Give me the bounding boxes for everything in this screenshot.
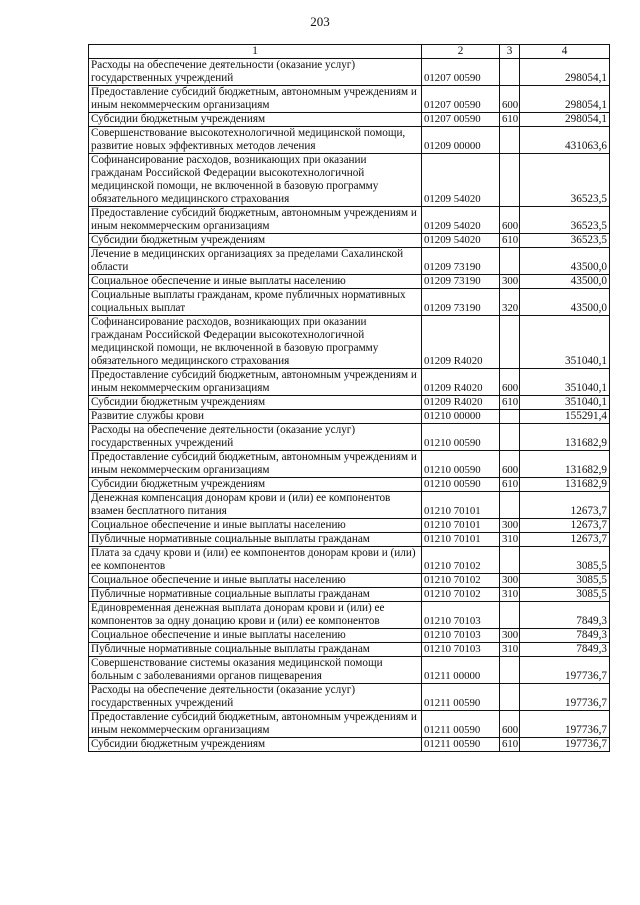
cell-sum: 131682,9 (520, 478, 610, 492)
cell-name: Социальные выплаты гражданам, кроме публичных нормативных социальных выплат (89, 289, 422, 316)
cell-code: 01207 00590 (422, 113, 500, 127)
cell-code: 01210 70103 (422, 629, 500, 643)
cell-type: 610 (500, 478, 520, 492)
cell-type: 600 (500, 369, 520, 396)
table-row (89, 451, 610, 478)
cell-name: Предоставление субсидий бюджетным, автономным учреждениям и иным некоммерческим организациям (89, 369, 422, 396)
cell-type: 320 (500, 289, 520, 316)
cell-sum: 12673,7 (520, 533, 610, 547)
cell-type: 300 (500, 574, 520, 588)
cell-code: 01209 54020 (422, 234, 500, 248)
cell-code: 01209 73190 (422, 248, 500, 275)
cell-sum: 298054,1 (520, 59, 610, 86)
cell-type (500, 492, 520, 519)
cell-name: Субсидии бюджетным учреждениям (89, 234, 422, 248)
cell-type: 310 (500, 533, 520, 547)
cell-type (500, 410, 520, 424)
table-row (89, 369, 610, 396)
cell-code: 01210 00590 (422, 451, 500, 478)
cell-sum: 197736,7 (520, 684, 610, 711)
cell-name: Софинансирование расходов, возникающих при оказании гражданам Российской Федерации высокотехнологичной медицинской помощи, не включенной в базовую программу обязательного медицинского страхования (89, 154, 422, 207)
cell-code: 01211 00590 (422, 711, 500, 738)
cell-sum: 155291,4 (520, 410, 610, 424)
column-header-code: 2 (422, 45, 500, 59)
table-row (89, 588, 610, 602)
cell-sum: 3085,5 (520, 588, 610, 602)
table-row (89, 602, 610, 629)
cell-code: 01211 00590 (422, 684, 500, 711)
cell-type (500, 424, 520, 451)
cell-sum: 43500,0 (520, 275, 610, 289)
cell-name: Расходы на обеспечение деятельности (оказание услуг) государственных учреждений (89, 424, 422, 451)
cell-code: 01210 00590 (422, 478, 500, 492)
table-row (89, 711, 610, 738)
table-row (89, 86, 610, 113)
cell-code: 01210 70102 (422, 574, 500, 588)
table-row (89, 234, 610, 248)
cell-sum: 351040,1 (520, 316, 610, 369)
cell-sum: 7849,3 (520, 629, 610, 643)
cell-sum: 43500,0 (520, 248, 610, 275)
cell-sum: 3085,5 (520, 574, 610, 588)
cell-code: 01209 R4020 (422, 369, 500, 396)
cell-name: Развитие службы крови (89, 410, 422, 424)
cell-type (500, 547, 520, 574)
cell-name: Предоставление субсидий бюджетным, автономным учреждениям и иным некоммерческим организациям (89, 451, 422, 478)
cell-type: 300 (500, 519, 520, 533)
cell-name: Социальное обеспечение и иные выплаты населению (89, 574, 422, 588)
cell-type (500, 154, 520, 207)
table-row (89, 289, 610, 316)
cell-name: Единовременная денежная выплата донорам крови и (или) ее компонентов за одну донацию крови и (или) ее компонентов (89, 602, 422, 629)
cell-sum: 131682,9 (520, 451, 610, 478)
column-header-name: 1 (89, 45, 422, 59)
cell-name: Предоставление субсидий бюджетным, автономным учреждениям и иным некоммерческим организациям (89, 86, 422, 113)
cell-code: 01210 70102 (422, 588, 500, 602)
cell-code: 01211 00590 (422, 738, 500, 752)
cell-name: Публичные нормативные социальные выплаты гражданам (89, 643, 422, 657)
cell-code: 01210 70101 (422, 533, 500, 547)
page-number: 203 (310, 14, 330, 29)
cell-code: 01210 70103 (422, 643, 500, 657)
cell-type: 600 (500, 86, 520, 113)
column-header-sum: 4 (520, 45, 610, 59)
table-row (89, 533, 610, 547)
cell-type (500, 127, 520, 154)
cell-sum: 197736,7 (520, 738, 610, 752)
cell-name: Предоставление субсидий бюджетным, автономным учреждениям и иным некоммерческим организациям (89, 207, 422, 234)
cell-code: 01209 73190 (422, 289, 500, 316)
cell-name: Социальное обеспечение и иные выплаты населению (89, 275, 422, 289)
cell-name: Субсидии бюджетным учреждениям (89, 396, 422, 410)
cell-sum: 36523,5 (520, 207, 610, 234)
cell-code: 01209 00000 (422, 127, 500, 154)
cell-code: 01210 70101 (422, 492, 500, 519)
cell-sum: 36523,5 (520, 234, 610, 248)
table-row (89, 492, 610, 519)
table-row (89, 547, 610, 574)
cell-type: 610 (500, 396, 520, 410)
cell-code: 01211 00000 (422, 657, 500, 684)
table-row (89, 127, 610, 154)
cell-type: 310 (500, 643, 520, 657)
table-row (89, 629, 610, 643)
cell-name: Социальное обеспечение и иные выплаты населению (89, 629, 422, 643)
table-row (89, 316, 610, 369)
cell-type: 300 (500, 275, 520, 289)
table-row (89, 519, 610, 533)
cell-name: Субсидии бюджетным учреждениям (89, 738, 422, 752)
table-row (89, 207, 610, 234)
cell-sum: 298054,1 (520, 113, 610, 127)
cell-type (500, 602, 520, 629)
cell-type: 600 (500, 451, 520, 478)
cell-name: Социальное обеспечение и иные выплаты населению (89, 519, 422, 533)
cell-sum: 197736,7 (520, 657, 610, 684)
table-row (89, 154, 610, 207)
cell-name: Лечение в медицинских организациях за пределами Сахалинской области (89, 248, 422, 275)
table-header-row (89, 45, 610, 59)
cell-sum: 12673,7 (520, 519, 610, 533)
table-row (89, 424, 610, 451)
cell-code: 01209 R4020 (422, 396, 500, 410)
cell-sum: 298054,1 (520, 86, 610, 113)
table-row (89, 248, 610, 275)
cell-type (500, 316, 520, 369)
table-row (89, 657, 610, 684)
cell-name: Совершенствование высокотехнологичной медицинской помощи, развитие новых эффективных методов лечения (89, 127, 422, 154)
cell-type: 610 (500, 234, 520, 248)
table-row (89, 643, 610, 657)
table-row (89, 59, 610, 86)
cell-code: 01209 54020 (422, 154, 500, 207)
cell-name: Расходы на обеспечение деятельности (оказание услуг) государственных учреждений (89, 684, 422, 711)
cell-code: 01209 R4020 (422, 316, 500, 369)
table-row (89, 396, 610, 410)
cell-code: 01210 00590 (422, 424, 500, 451)
table-row (89, 574, 610, 588)
cell-type (500, 248, 520, 275)
cell-code: 01209 73190 (422, 275, 500, 289)
cell-sum: 197736,7 (520, 711, 610, 738)
table-row (89, 738, 610, 752)
cell-sum: 12673,7 (520, 492, 610, 519)
table-row (89, 113, 610, 127)
cell-type (500, 59, 520, 86)
table-row (89, 275, 610, 289)
cell-code: 01207 00590 (422, 86, 500, 113)
cell-name: Софинансирование расходов, возникающих при оказании гражданам Российской Федерации высокотехнологичной медицинской помощи, не включенной в базовую программу обязательного медицинского страхования (89, 316, 422, 369)
cell-name: Публичные нормативные социальные выплаты гражданам (89, 533, 422, 547)
cell-sum: 43500,0 (520, 289, 610, 316)
cell-code: 01209 54020 (422, 207, 500, 234)
cell-code: 01207 00590 (422, 59, 500, 86)
cell-sum: 131682,9 (520, 424, 610, 451)
cell-type: 600 (500, 207, 520, 234)
cell-code: 01210 70103 (422, 602, 500, 629)
cell-type (500, 684, 520, 711)
cell-type: 610 (500, 738, 520, 752)
cell-sum: 7849,3 (520, 602, 610, 629)
cell-sum: 351040,1 (520, 396, 610, 410)
cell-type: 600 (500, 711, 520, 738)
cell-code: 01210 00000 (422, 410, 500, 424)
cell-sum: 7849,3 (520, 643, 610, 657)
table-row (89, 684, 610, 711)
table-row (89, 410, 610, 424)
cell-sum: 3085,5 (520, 547, 610, 574)
cell-type (500, 657, 520, 684)
cell-sum: 36523,5 (520, 154, 610, 207)
cell-code: 01210 70101 (422, 519, 500, 533)
cell-name: Предоставление субсидий бюджетным, автономным учреждениям и иным некоммерческим организациям (89, 711, 422, 738)
cell-code: 01210 70102 (422, 547, 500, 574)
cell-name: Субсидии бюджетным учреждениям (89, 478, 422, 492)
cell-type: 610 (500, 113, 520, 127)
column-header-type: 3 (500, 45, 520, 59)
cell-sum: 351040,1 (520, 369, 610, 396)
table-row (89, 478, 610, 492)
cell-name: Денежная компенсация донорам крови и (или) ее компонентов взамен бесплатного питания (89, 492, 422, 519)
cell-type: 300 (500, 629, 520, 643)
cell-name: Плата за сдачу крови и (или) ее компонентов донорам крови и (или) ее компонентов (89, 547, 422, 574)
cell-name: Субсидии бюджетным учреждениям (89, 113, 422, 127)
cell-name: Расходы на обеспечение деятельности (оказание услуг) государственных учреждений (89, 59, 422, 86)
cell-type: 310 (500, 588, 520, 602)
cell-name: Совершенствование системы оказания медицинской помощи больным с заболеваниями органов пищеварения (89, 657, 422, 684)
cell-name: Публичные нормативные социальные выплаты гражданам (89, 588, 422, 602)
budget-table (88, 44, 610, 752)
cell-sum: 431063,6 (520, 127, 610, 154)
